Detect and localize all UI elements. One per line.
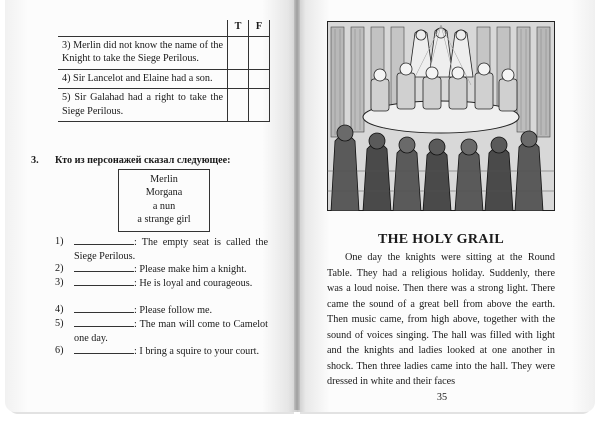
quote-text: : Please make him a knight. [134, 264, 247, 275]
quote-number: 6) [55, 345, 64, 356]
answer-blank[interactable] [74, 262, 134, 272]
quote-number: 4) [55, 304, 64, 315]
quote-item [55, 276, 270, 304]
character-name: Morgana [145, 187, 183, 199]
true-answer-box[interactable] [228, 69, 249, 88]
answer-blank[interactable] [74, 344, 134, 354]
statement-number: 3) [62, 40, 71, 51]
quote-number: 1) [55, 236, 64, 247]
statement-cell [58, 89, 228, 122]
quote-number: 2) [55, 263, 64, 274]
character-name: a nun [152, 200, 176, 212]
quote-item [55, 303, 270, 317]
round-table-illustration [327, 21, 555, 211]
quote-item [55, 317, 270, 345]
table-row [58, 37, 270, 70]
answer-blank[interactable] [74, 303, 134, 313]
true-answer-box[interactable] [228, 37, 249, 70]
false-answer-box[interactable] [249, 89, 270, 122]
quote-item [55, 235, 270, 263]
true-column-header: T [228, 20, 249, 37]
story-paragraph: One day the knights were sitting at the Round Table. They had a religious holiday. Suddenly, there was a loud noise. Then there was a strong light. There came the sound of a great bell from above the earth. Then music came, from high above, together with the sound of voices singing. The hall was filled with light and the knights and ladies looked at one another in shock. Then three ladies came into the hall. They were dressed in white and their faces [327, 252, 555, 387]
true-answer-box[interactable] [228, 89, 249, 122]
quote-number: 3) [55, 277, 64, 288]
exercise-prompt: Кто из персонажей сказал следующее: [55, 155, 231, 166]
statement-cell [58, 69, 228, 88]
character-name: Merlin [150, 174, 178, 185]
quote-number: 5) [55, 318, 64, 329]
true-false-table [58, 20, 270, 122]
quote-item [55, 344, 270, 372]
false-column-header: F [249, 20, 270, 37]
statement-text: Sir Galahad had a right to take the Siege Perilous. [62, 92, 223, 117]
quote-text: : I bring a squire to your court. [134, 346, 260, 357]
exercise-3-heading [31, 155, 231, 166]
story-text [327, 250, 555, 390]
table-row [58, 89, 270, 122]
statement-number: 4) [62, 72, 71, 84]
table-header-row [58, 20, 270, 37]
character-box [118, 169, 210, 232]
quote-text: : Please follow me. [134, 305, 213, 316]
statement-header [58, 20, 228, 37]
false-answer-box[interactable] [249, 69, 270, 88]
answer-blank[interactable] [74, 235, 134, 245]
story-title: THE HOLY GRAIL [377, 232, 505, 247]
quote-text: : The man will come to Camelot one day. [74, 319, 268, 344]
false-answer-box[interactable] [249, 37, 270, 70]
table-row [58, 69, 270, 88]
exercise-number: 3. [31, 155, 39, 166]
quote-text: : He is loyal and courageous. [134, 278, 253, 289]
statement-cell [58, 37, 228, 70]
character-name: a strange girl [137, 214, 191, 226]
statement-text: Merlin did not know the name of the Knight to take the Siege Perilous. [62, 40, 224, 65]
statement-text: Sir Lancelot and Elaine had a son. [73, 72, 213, 84]
statement-number: 5) [62, 92, 71, 104]
answer-blank[interactable] [74, 317, 134, 327]
page-number: 35 [436, 392, 448, 403]
answer-blank[interactable] [74, 276, 134, 286]
quote-text: : The empty seat is called the Siege Perilous. [74, 237, 268, 262]
quote-item [55, 262, 270, 276]
book-spine [294, 0, 300, 410]
